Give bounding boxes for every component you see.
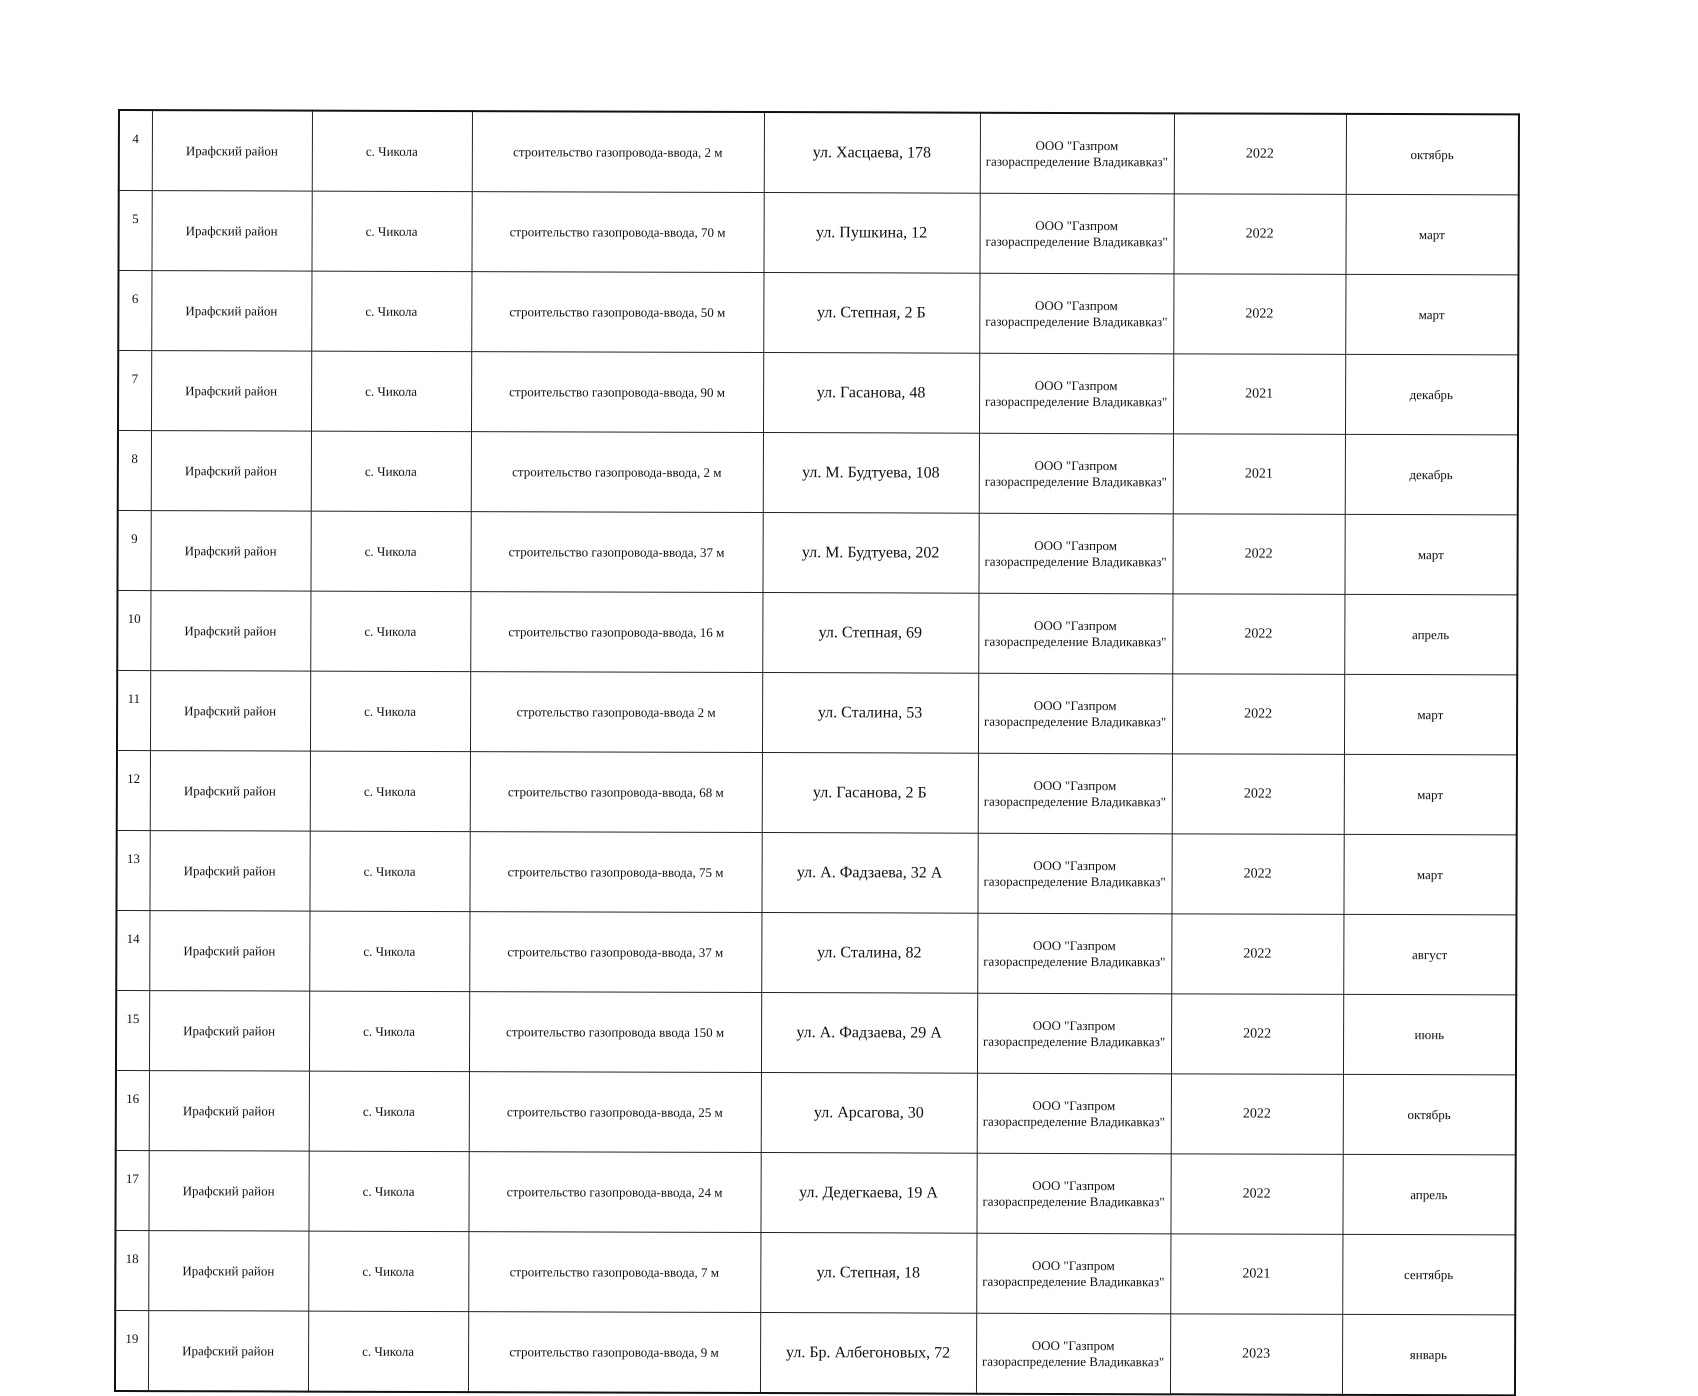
row-number-cell: 14 xyxy=(116,910,149,990)
table-row xyxy=(118,271,1518,355)
year-cell: 2022 xyxy=(1173,194,1345,275)
work-description-cell: стротельство газопровода-ввода 2 м xyxy=(470,672,762,753)
row-number-cell: 15 xyxy=(116,990,149,1070)
work-description-cell: строительство газопровода-ввода, 16 м xyxy=(470,592,762,673)
organization-name-line2: газораспределение Владикавказ" xyxy=(983,793,1166,809)
organization-name-line2: газораспределение Владикавказ" xyxy=(982,1193,1165,1209)
table-row xyxy=(116,830,1516,914)
village-cell: с. Чикола xyxy=(310,671,470,752)
organization-cell xyxy=(978,513,1172,594)
village-cell: с. Чикола xyxy=(311,431,471,512)
month-cell: сентябрь xyxy=(1342,1234,1515,1315)
organization-name-line2: газораспределение Владикавказ" xyxy=(983,873,1166,889)
address-cell: ул. Пушкина, 12 xyxy=(763,193,979,274)
work-description-cell: строительство газопровода-ввода, 70 м xyxy=(471,192,763,273)
work-description-cell: строительство газопровода-ввода, 9 м xyxy=(468,1312,760,1393)
district-cell: Ирафский район xyxy=(150,511,310,592)
table-row xyxy=(117,751,1517,835)
organization-name-line1: ООО "Газпром xyxy=(1033,777,1117,793)
organization-cell xyxy=(978,673,1172,754)
table-row xyxy=(117,591,1517,675)
address-cell: ул. А. Фадзаева, 29 А xyxy=(761,993,977,1074)
table-row xyxy=(116,990,1516,1074)
month-cell: апрель xyxy=(1342,1154,1515,1235)
month-cell: октябрь xyxy=(1343,1074,1516,1155)
month-cell: март xyxy=(1344,674,1517,755)
year-cell: 2021 xyxy=(1173,354,1345,435)
district-cell: Ирафский район xyxy=(152,110,312,191)
month-cell: март xyxy=(1344,754,1517,835)
table-row xyxy=(118,191,1518,275)
month-cell: декабрь xyxy=(1345,434,1518,515)
village-cell: с. Чикола xyxy=(311,191,471,272)
row-number-cell: 18 xyxy=(115,1230,148,1310)
row-number-cell: 4 xyxy=(119,110,152,191)
village-cell: с. Чикола xyxy=(308,1311,468,1392)
organization-name-line2: газораспределение Владикавказ" xyxy=(983,953,1166,969)
table-row xyxy=(118,351,1518,435)
organization-name-line1: ООО "Газпром xyxy=(1034,457,1118,473)
row-number-cell: 17 xyxy=(115,1150,148,1230)
district-cell: Ирафский район xyxy=(149,991,309,1072)
organization-name-line2: газораспределение Владикавказ" xyxy=(985,313,1168,329)
organization-name-line2: газораспределение Владикавказ" xyxy=(982,1113,1165,1129)
organization-cell xyxy=(977,833,1171,914)
work-description-cell: строительство газопровода-ввода, 50 м xyxy=(471,272,763,353)
row-number-cell: 12 xyxy=(117,751,150,831)
village-cell: с. Чикола xyxy=(310,751,470,832)
address-cell: ул. Сталина, 82 xyxy=(761,913,977,994)
village-cell: с. Чикола xyxy=(308,1151,468,1232)
district-cell: Ирафский район xyxy=(148,1231,308,1312)
month-cell: март xyxy=(1345,194,1518,275)
organization-name-line1: ООО "Газпром xyxy=(1033,857,1117,873)
address-cell: ул. А. Фадзаева, 32 А xyxy=(761,833,977,914)
row-number-cell: 8 xyxy=(118,431,151,511)
work-description-cell: строительство газопровода-ввода, 75 м xyxy=(469,832,761,913)
work-description-cell: строительство газопровода-ввода, 7 м xyxy=(468,1232,760,1313)
work-description-cell: строительство газопровода-ввода, 25 м xyxy=(469,1072,761,1153)
address-cell: ул. М. Будтуева, 108 xyxy=(763,433,979,514)
address-cell: ул. Гасанова, 2 Б xyxy=(762,753,978,834)
work-description-cell: строительство газопровода ввода 150 м xyxy=(469,992,761,1073)
year-cell: 2022 xyxy=(1171,1074,1343,1155)
district-cell: Ирафский район xyxy=(151,351,311,432)
organization-cell xyxy=(977,913,1171,994)
organization-cell xyxy=(976,1313,1170,1394)
village-cell: с. Чикола xyxy=(309,831,469,912)
row-number-cell: 19 xyxy=(115,1310,148,1391)
district-cell: Ирафский район xyxy=(148,1151,308,1232)
district-cell: Ирафский район xyxy=(151,271,311,352)
organization-name-line1: ООО "Газпром xyxy=(1033,697,1117,713)
row-number-cell: 10 xyxy=(117,591,150,671)
organization-name-line1: ООО "Газпром xyxy=(1031,1337,1115,1353)
row-number-cell: 6 xyxy=(118,271,151,351)
table-row xyxy=(117,671,1517,755)
organization-name-line1: ООО "Газпром xyxy=(1033,617,1117,633)
organization-name-line1: ООО "Газпром xyxy=(1032,1097,1116,1113)
organization-name-line2: газораспределение Владикавказ" xyxy=(985,153,1168,169)
organization-cell xyxy=(979,193,1173,274)
district-cell: Ирафский район xyxy=(149,911,309,992)
year-cell: 2022 xyxy=(1173,274,1345,355)
month-cell: октябрь xyxy=(1346,114,1519,195)
organization-name-line2: газораспределение Владикавказ" xyxy=(985,233,1168,249)
table-body xyxy=(115,110,1519,1395)
organization-name-line1: ООО "Газпром xyxy=(1034,377,1118,393)
organization-name-line2: газораспределение Владикавказ" xyxy=(984,633,1167,649)
year-cell: 2022 xyxy=(1171,914,1343,995)
village-cell: с. Чикола xyxy=(309,991,469,1072)
organization-cell xyxy=(979,353,1173,434)
village-cell: с. Чикола xyxy=(310,591,470,672)
address-cell: ул. М. Будтуева, 202 xyxy=(762,513,978,594)
year-cell: 2022 xyxy=(1170,1154,1342,1235)
year-cell: 2022 xyxy=(1172,594,1344,675)
work-description-cell: строительство газопровода-ввода, 37 м xyxy=(469,912,761,993)
row-number-cell: 13 xyxy=(116,830,149,910)
organization-cell xyxy=(977,993,1171,1074)
table-row xyxy=(115,1150,1515,1234)
year-cell: 2022 xyxy=(1172,754,1344,835)
organization-cell xyxy=(976,1153,1170,1234)
district-cell: Ирафский район xyxy=(148,1311,308,1392)
district-cell: Ирафский район xyxy=(149,831,309,912)
year-cell: 2022 xyxy=(1171,994,1343,1075)
year-cell: 2022 xyxy=(1172,514,1344,595)
year-cell: 2022 xyxy=(1174,113,1346,194)
gas-connection-table xyxy=(114,109,1520,1396)
year-cell: 2021 xyxy=(1170,1234,1342,1315)
district-cell: Ирафский район xyxy=(151,191,311,272)
row-number-cell: 7 xyxy=(118,351,151,431)
address-cell: ул. Степная, 18 xyxy=(760,1233,976,1314)
organization-name-line1: ООО "Газпром xyxy=(1034,537,1118,553)
address-cell: ул. Гасанова, 48 xyxy=(763,353,979,434)
month-cell: декабрь xyxy=(1345,354,1518,435)
village-cell: с. Чикола xyxy=(309,1071,469,1152)
work-description-cell: строительство газопровода-ввода, 37 м xyxy=(470,512,762,593)
organization-cell xyxy=(980,113,1174,194)
organization-cell xyxy=(978,593,1172,674)
village-cell: с. Чикола xyxy=(312,111,472,192)
row-number-cell: 11 xyxy=(117,671,150,751)
district-cell: Ирафский район xyxy=(151,431,311,512)
month-cell: март xyxy=(1345,274,1518,355)
organization-cell xyxy=(977,1073,1171,1154)
district-cell: Ирафский район xyxy=(149,1071,309,1152)
table-row xyxy=(115,1230,1515,1314)
organization-name-line2: газораспределение Владикавказ" xyxy=(982,1273,1165,1289)
organization-cell xyxy=(978,753,1172,834)
table-row xyxy=(116,1070,1516,1154)
organization-name-line1: ООО "Газпром xyxy=(1031,1257,1115,1273)
district-cell: Ирафский район xyxy=(150,591,310,672)
address-cell: ул. Сталина, 53 xyxy=(762,673,978,754)
address-cell: ул. Бр. Албегоновых, 72 xyxy=(760,1313,976,1394)
month-cell: март xyxy=(1343,834,1516,915)
district-cell: Ирафский район xyxy=(150,671,310,752)
table-row xyxy=(116,910,1516,994)
table-row xyxy=(119,110,1519,195)
work-description-cell: строительство газопровода-ввода, 2 м xyxy=(471,432,763,513)
organization-name-line1: ООО "Газпром xyxy=(1035,217,1119,233)
organization-name-line1: ООО "Газпром xyxy=(1032,1017,1116,1033)
address-cell: ул. Арсагова, 30 xyxy=(761,1073,977,1154)
organization-name-line2: газораспределение Владикавказ" xyxy=(984,393,1168,409)
village-cell: с. Чикола xyxy=(310,511,470,592)
year-cell: 2022 xyxy=(1171,834,1343,915)
organization-cell xyxy=(976,1233,1170,1314)
organization-name-line2: газораспределение Владикавказ" xyxy=(984,473,1167,489)
village-cell: с. Чикола xyxy=(309,911,469,992)
month-cell: март xyxy=(1344,514,1517,595)
month-cell: январь xyxy=(1342,1314,1515,1395)
village-cell: с. Чикола xyxy=(308,1231,468,1312)
address-cell: ул. Степная, 69 xyxy=(762,593,978,674)
organization-name-line2: газораспределение Владикавказ" xyxy=(982,1033,1166,1049)
work-description-cell: строительство газопровода-ввода, 90 м xyxy=(471,352,763,433)
row-number-cell: 5 xyxy=(118,191,151,271)
table-row xyxy=(118,431,1518,515)
organization-name-line2: газораспределение Владикавказ" xyxy=(984,553,1167,569)
work-description-cell: строительство газопровода-ввода, 68 м xyxy=(470,752,762,833)
village-cell: с. Чикола xyxy=(311,351,471,432)
work-description-cell: строительство газопровода-ввода, 2 м xyxy=(472,111,764,192)
organization-name-line1: ООО "Газпром xyxy=(1032,1177,1116,1193)
month-cell: июнь xyxy=(1343,994,1516,1075)
organization-name-line1: ООО "Газпром xyxy=(1035,137,1119,153)
organization-cell xyxy=(979,273,1173,354)
month-cell: август xyxy=(1343,914,1516,995)
row-number-cell: 16 xyxy=(116,1070,149,1150)
organization-name-line1: ООО "Газпром xyxy=(1034,297,1118,313)
month-cell: апрель xyxy=(1344,594,1517,675)
table-row xyxy=(117,511,1517,595)
organization-name-line1: ООО "Газпром xyxy=(1032,937,1116,953)
year-cell: 2021 xyxy=(1173,434,1345,515)
address-cell: ул. Дедегкаева, 19 А xyxy=(760,1153,976,1234)
organization-name-line2: газораспределение Владикавказ" xyxy=(981,1353,1165,1369)
address-cell: ул. Степная, 2 Б xyxy=(763,273,979,354)
organization-cell xyxy=(979,433,1173,514)
address-cell: ул. Хасцаева, 178 xyxy=(764,112,980,193)
district-cell: Ирафский район xyxy=(150,751,310,832)
table-row xyxy=(115,1310,1515,1395)
village-cell: с. Чикола xyxy=(311,271,471,352)
year-cell: 2022 xyxy=(1172,674,1344,755)
work-description-cell: строительство газопровода-ввода, 24 м xyxy=(468,1152,760,1233)
document-page xyxy=(114,109,1518,1396)
year-cell: 2023 xyxy=(1170,1314,1342,1395)
organization-name-line2: газораспределение Владикавказ" xyxy=(983,713,1167,729)
row-number-cell: 9 xyxy=(117,511,150,591)
